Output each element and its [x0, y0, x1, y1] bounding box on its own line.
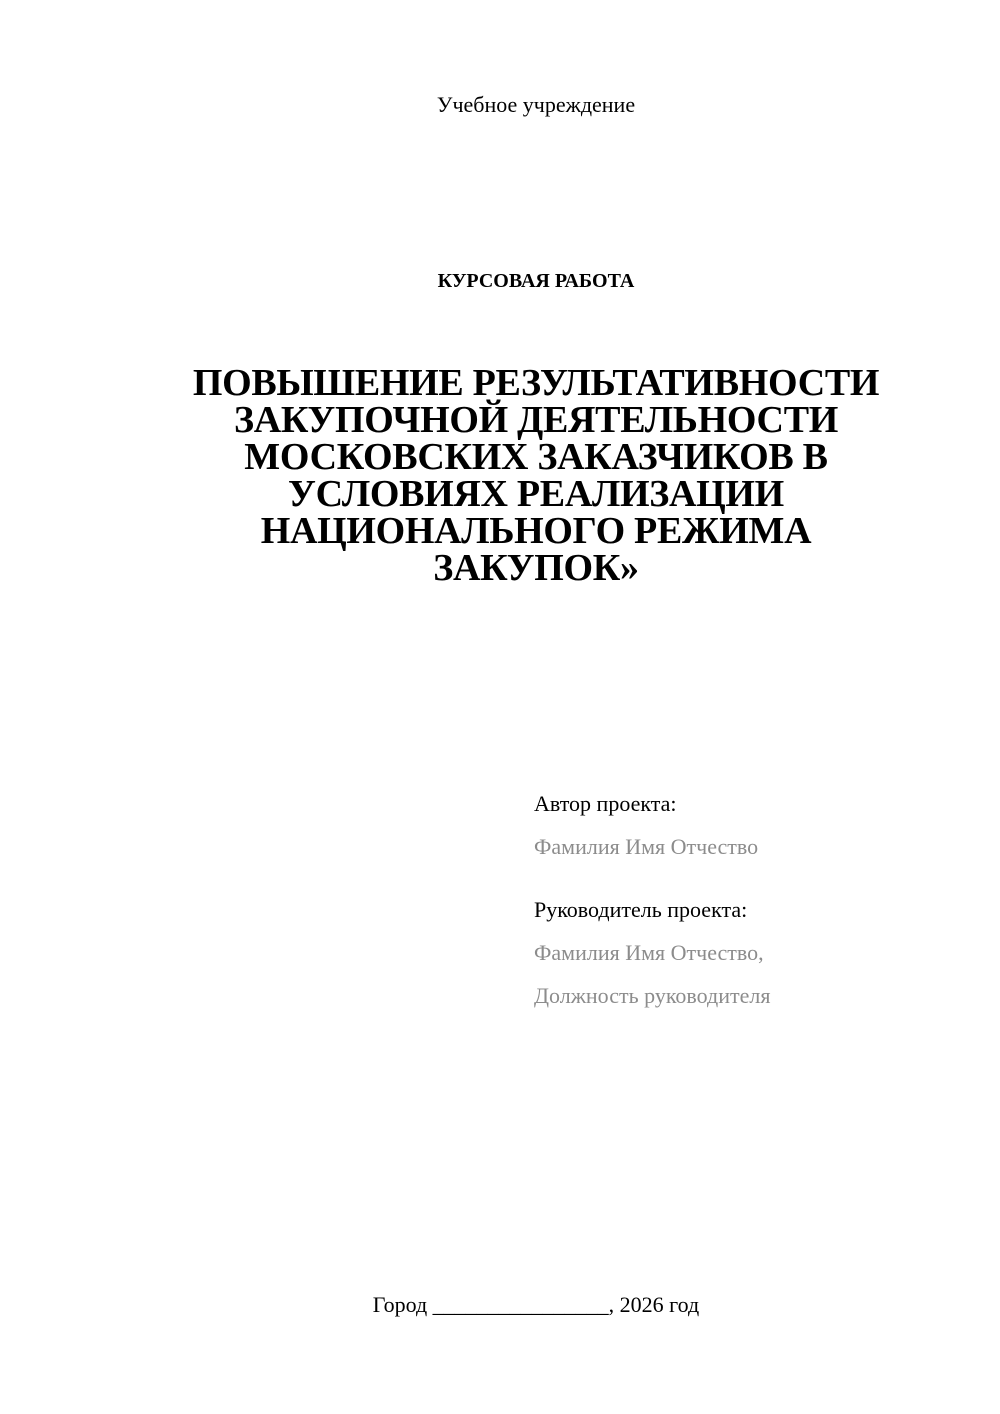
author-name-placeholder: Фамилия Имя Отчество: [534, 834, 759, 859]
institution-name: Учебное учреждение: [436, 92, 636, 117]
document-title: [176, 362, 896, 589]
title-line: УСЛОВИЯХ РЕАЛИЗАЦИИ: [288, 473, 784, 515]
title-line: МОСКОВСКИХ ЗАКАЗЧИКОВ В: [244, 436, 828, 478]
supervisor-name-placeholder: Фамилия Имя Отчество,: [534, 940, 764, 965]
author-block: [534, 782, 974, 868]
author-label: Автор проекта:: [534, 791, 677, 816]
city-year-line: Город ________________, 2026 год: [372, 1292, 700, 1317]
supervisor-block: [534, 888, 974, 1017]
title-line: ПОВЫШЕНИЕ РЕЗУЛЬТАТИВНОСТИ: [192, 362, 880, 404]
work-type-heading: КУРСОВАЯ РАБОТА: [437, 270, 635, 292]
title-line: ЗАКУПОК»: [433, 547, 639, 589]
supervisor-label: Руководитель проекта:: [534, 897, 748, 922]
supervisor-position-placeholder: Должность руководителя: [534, 983, 771, 1008]
title-line: НАЦИОНАЛЬНОГО РЕЖИМА: [260, 510, 812, 552]
title-line: ЗАКУПОЧНОЙ ДЕЯТЕЛЬНОСТИ: [234, 399, 838, 441]
